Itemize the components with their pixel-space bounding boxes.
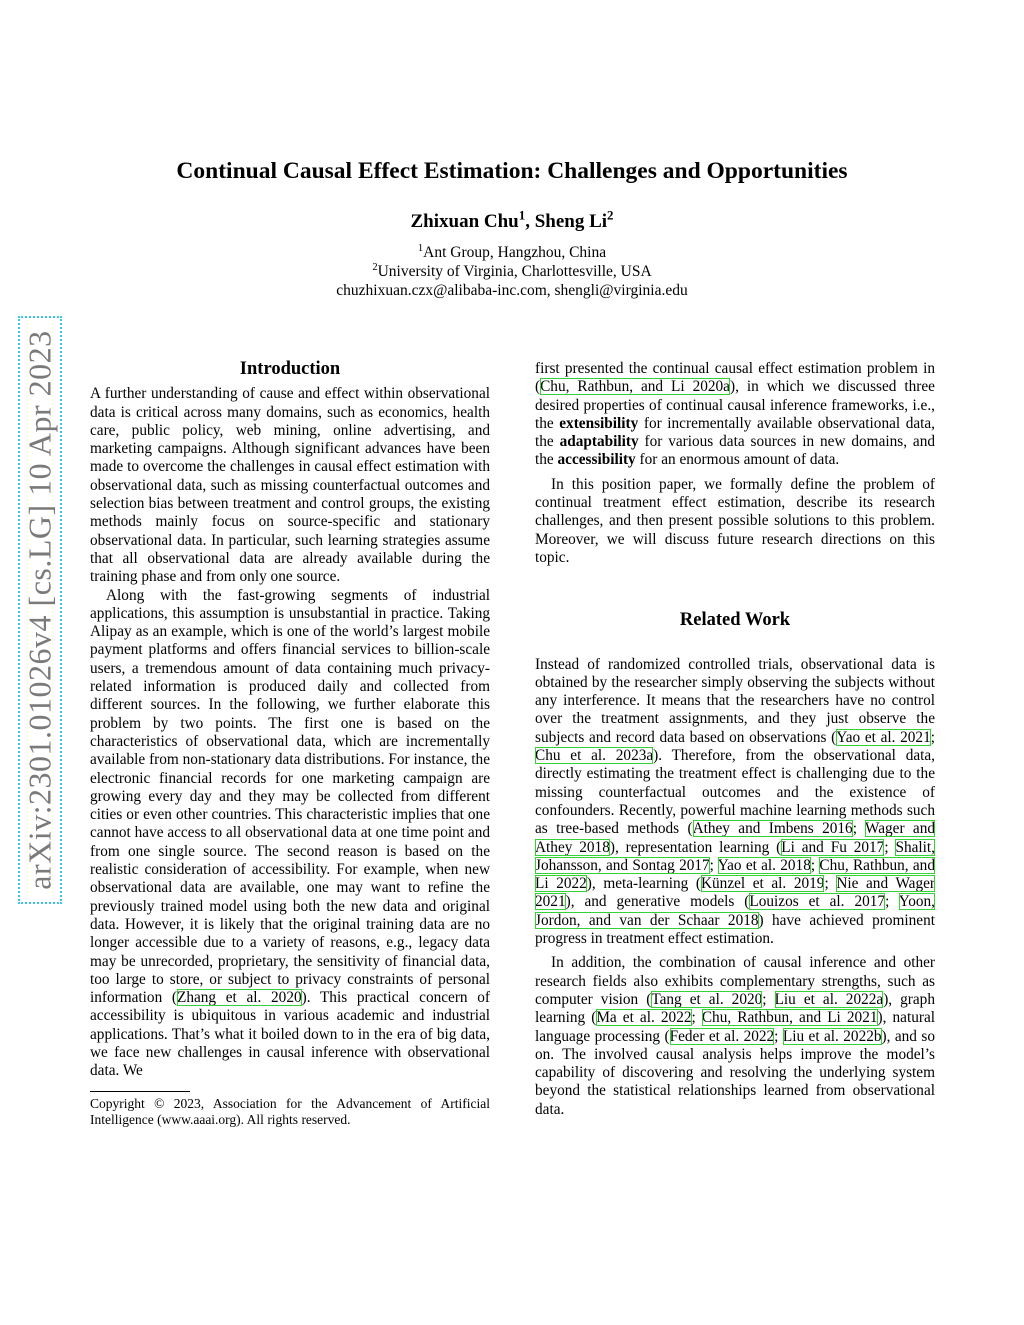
- section-heading-related-work: Related Work: [679, 610, 791, 631]
- affiliation-text: University of Virginia, Charlottesville, USA: [377, 263, 652, 280]
- affiliation-text: Ant Group, Hangzhou, China: [423, 244, 607, 261]
- citation-link[interactable]: Zhang et al. 2020: [177, 989, 302, 1007]
- author-mark: 2: [607, 207, 614, 223]
- section-heading-introduction: Introduction: [239, 359, 341, 379]
- keyword: adaptability: [559, 433, 639, 451]
- citation-link[interactable]: Ma et al. 2022: [596, 1009, 692, 1027]
- affiliation: [0, 244, 1024, 262]
- arxiv-stamp[interactable]: [18, 316, 62, 904]
- footnote-rule: [90, 1091, 190, 1092]
- citation-link[interactable]: Liu et al. 2022a: [774, 990, 884, 1008]
- affiliation-mark: 1: [417, 242, 424, 254]
- citation-link[interactable]: Tang et al. 2020: [651, 990, 763, 1008]
- citation-link[interactable]: Shalit, Johansson, and Sontag 2017: [535, 838, 935, 874]
- citation-link[interactable]: Chu, Rathbun, and Li 2022: [535, 856, 935, 893]
- related-paragraph-1: Instead of randomized controlled trials, observational data is obtained by the researcher simply observing the subjects without any interference. It means that the researchers have no control over the treatment assignments, and they just observe the subjects and record data based on observations (Yao et al. 2021; Chu et al. 2023a). Therefore, from the observational data, directly estimating the treatment effect is challenging due to the missing counterfactual outcomes and the existence of confounders. Recently, powerful machine learning methods such as tree-based methods (Athey and Imbens 2016; Wager and Athey 2018), representation learning (Li and Fu 2017; Shalit, Johansson, and Sontag 2017; Yao et al. 2018; Chu, Rathbun, and Li 2022), meta-learning (Künzel et al. 2019; Nie and Wager 2021), and generative models (Louizos et al. 2017; Yoon, Jordon, and van der Schaar 2018) have achieved prominent progress in treatment effect estimation.: [535, 655, 935, 948]
- right-column: [535, 360, 935, 1119]
- citation-link[interactable]: Louizos et al. 2017: [749, 893, 886, 911]
- intro-paragraph-4: In this position paper, we formally define the problem of continual treatment effect estimation, describe its research challenges, and then present possible solutions to this problem. Moreover, we will discuss future research directions on this topic.: [535, 475, 935, 566]
- author-list: Zhixuan Chu$^1$, Sheng Li$^2$: [410, 207, 614, 232]
- author-name: Zhixuan Chu: [410, 211, 519, 232]
- citation-link[interactable]: Chu, Rathbun, and Li 2021: [701, 1009, 878, 1027]
- author-name: Sheng Li: [534, 211, 608, 232]
- citation-link[interactable]: Künzel et al. 2019: [700, 875, 825, 893]
- affiliation: [0, 263, 1024, 281]
- author-emails: chuzhixuan.czx@alibaba-inc.com, shengli@virginia.edu: [336, 282, 688, 299]
- arxiv-id[interactable]: arXiv:2301.01026v4 [cs.LG] 10 Apr 2023: [21, 330, 58, 890]
- citation-link[interactable]: Nie and Wager 2021: [535, 875, 935, 911]
- related-paragraph-2: In addition, the combination of causal inference and other research fields also exhibits complementary strengths, such as computer vision (Tang et al. 2020; Liu et al. 2022a), graph learning (Ma et al. 2022; Chu, Rathbun, and Li 2021), natural language processing (Feder et al. 2022; Liu et al. 2022b), and so on. The involved causal analysis helps improve the model’s capability of discovering and resolving the underlying system beyond the statistical relationships learned from observational data.: [535, 954, 935, 1118]
- citation-link[interactable]: Wager and Athey 2018: [535, 820, 935, 856]
- intro-paragraph-3: first presented the continual causal effect estimation problem in (Chu, Rathbun, and Li 2020a), in which we discussed three desired properties of continual causal inference frameworks, i.e., the extensibility for incrementally available observational data, the adaptability for various data sources in new domains, and the accessibility for an enormous amount of data.: [535, 360, 936, 469]
- citation-link[interactable]: Feder et al. 2022: [669, 1027, 775, 1045]
- citation-link[interactable]: Yao et al. 2018: [717, 856, 811, 874]
- copyright-footnote: Copyright © 2023, Association for the Advancement of Artificial Intelligence (www.aaai.org). All rights reserved.: [90, 1095, 490, 1127]
- affiliation-mark: 2: [372, 261, 378, 273]
- citation-link[interactable]: Liu et al. 2022b: [782, 1027, 882, 1045]
- left-column: [90, 360, 490, 1128]
- citation-link[interactable]: Chu et al. 2023a: [535, 747, 654, 765]
- citation-link[interactable]: Yao et al. 2021: [836, 728, 931, 746]
- intro-paragraph-1: A further understanding of cause and effect within observational data is critical across many domains, such as economics, health care, public policy, web mining, online advertising, and marketing campaigns. Although significant advances have been made to overcome the challenges in causal effect estimation with observational data, such as missing counterfactual outcomes and selection bias between treatment and control groups, the existing methods mainly focus on source-specific and stationary observational data. In particular, such learning strategies assume that all observational data are already available during the training phase and from only one source.: [90, 385, 490, 586]
- citation-link[interactable]: Chu, Rathbun, and Li 2020a: [540, 378, 730, 396]
- citation-link[interactable]: Yoon, Jordon, and van der Schaar 2018: [535, 893, 935, 929]
- keyword: accessibility: [557, 451, 636, 469]
- citation-link[interactable]: Li and Fu 2017: [781, 838, 885, 856]
- keyword: extensibility: [559, 414, 639, 432]
- author-mark: 1: [518, 207, 526, 223]
- intro-paragraph-2: Along with the fast-growing segments of industrial applications, this assumption is unsubstantial in practice. Taking Alipay as an example, which is one of the world’s largest mobile payment platforms and offers financial services to billion-scale users, a tremendous amount of data containing much privacy-related information is produced daily and collected from different sources. In the following, we further elaborate this problem by two points. The first one is based on the characteristics of observational data, which are incrementally available from non-stationary data distributions. For instance, the electronic financial records for one marketing campaign are growing every day and they may be collected from different cities or even other countries. This characteristic implies that one cannot have access to all observational data at one time point and from one single source. The second reason is based on the realistic consideration of accessibility. For example, when new observational data are available, one may want to refine the previously trained model using both the new data and original data. However, it is likely that the original training data are no longer accessible due to a variety of reasons, e.g., legacy data may be unrecorded, proprietary, the sensitivity of financial data, too large to store, or subject to privacy constraints of personal information (Zhang et al. 2020). This practical concern of accessibility is ubiquitous in various academic and industrial applications. That’s what it boiled down to in the era of big data, we face new challenges in causal inference with observational data. We: [90, 586, 490, 1080]
- citation-link[interactable]: Athey and Imbens 2016: [692, 820, 853, 838]
- paper-title: Continual Causal Effect Estimation: Challenges and Opportunities: [176, 158, 848, 184]
